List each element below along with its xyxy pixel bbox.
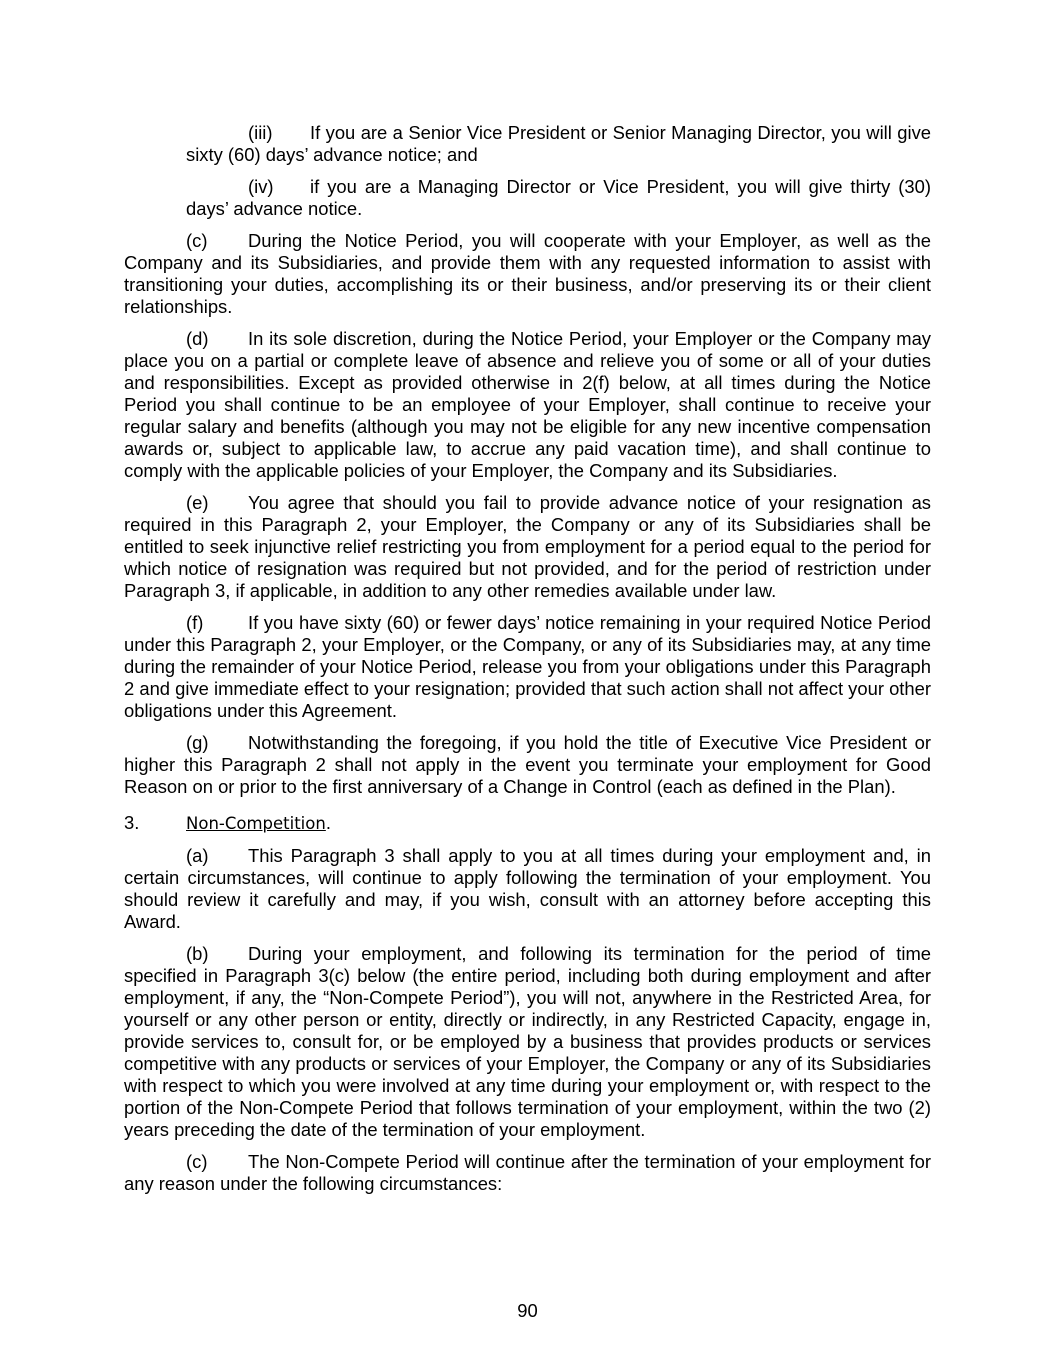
item-label: (a) (186, 845, 209, 866)
paragraph-3a (124, 845, 931, 933)
item-label: (d) (186, 328, 209, 349)
paragraph-3b (124, 943, 931, 1141)
section-title: Non-Competition (186, 814, 326, 833)
item-label: (iii) (248, 122, 273, 143)
paragraph-2e (124, 492, 931, 602)
item-label: (f) (186, 612, 204, 633)
item-text: If you have sixty (60) or fewer days’ notice remaining in your required Notice Period under this Paragraph 2, your Employer, or the Company, or any of its Subsidiaries may, at any time during the remainder of your Notice Period, release you from your obligations under this Paragraph 2 and give immediate effect to your resignation; provided that such action shall not affect your other obligations under this Agreement. (124, 612, 931, 721)
sub-item-iv (186, 176, 931, 220)
item-text: If you are a Senior Vice President or Senior Managing Director, you will give sixty (60) days’ advance notice; and (186, 122, 931, 165)
sub-item-iii (186, 122, 931, 166)
item-label: (b) (186, 943, 209, 964)
item-text: if you are a Managing Director or Vice President, you will give thirty (30) days’ advance notice. (186, 176, 931, 219)
item-label: (g) (186, 732, 209, 753)
item-text: During your employment, and following its termination for the period of time specified in Paragraph 3(c) below (the entire period, including both during employment and after employment, if any, the “Non-Compete Period”), you will not, anywhere in the Restricted Area, for yourself or any other person or entity, directly or indirectly, in any Restricted Capacity, engage in, provide services to, consult for, or be employed by a business that provides products or services competitive with any products or services of your Employer, the Company or any of its Subsidiaries with respect to which you were involved at any time during your employment or, with respect to the portion of the Non-Compete Period that follows termination of your employment, within the two (2) years preceding the date of the termination of your employment. (124, 943, 931, 1140)
section-title-suffix: . (325, 812, 331, 833)
item-label: (c) (186, 1151, 208, 1172)
item-label: (iv) (248, 176, 274, 197)
item-text: During the Notice Period, you will cooperate with your Employer, as well as the Company and its Subsidiaries, and provide them with any requested information to assist with transitioning your duties, accomplishing its or their business, and/or preserving its or their client relationships. (124, 230, 931, 317)
paragraph-2c (124, 230, 931, 318)
item-label: (e) (186, 492, 209, 513)
paragraph-3c (124, 1151, 931, 1195)
section-number: 3. (124, 812, 140, 833)
document-page (124, 122, 931, 1205)
item-text: The Non-Compete Period will continue after the termination of your employment for any reason under the following circumstances: (124, 1151, 931, 1194)
paragraph-2f (124, 612, 931, 722)
item-label: (c) (186, 230, 208, 251)
item-text: In its sole discretion, during the Notice Period, your Employer or the Company may place you on a partial or complete leave of absence and relieve you of some or all of your duties and responsibilities. Except as provided otherwise in 2(f) below, at all times during the Notice Period you shall continue to be an employee of your Employer, shall continue to receive your regular salary and benefits (although you may not be eligible for any new incentive compensation awards or, subject to applicable law, to accrue any paid vacation time), and shall continue to comply with the applicable policies of your Employer, the Company and its Subsidiaries. (124, 328, 931, 481)
item-text: You agree that should you fail to provide advance notice of your resignation as required in this Paragraph 2, your Employer, the Company or any of its Subsidiaries shall be entitled to seek injunctive relief restricting you from employment for a period equal to the period for which notice of resignation was required but not provided, and for the period of restriction under Paragraph 3, if applicable, in addition to any other remedies available under law. (124, 492, 931, 601)
section-3-heading (124, 812, 931, 835)
paragraph-2d (124, 328, 931, 482)
item-text: This Paragraph 3 shall apply to you at all times during your employment and, in certain circumstances, will continue to apply following the termination of your employment. You should review it carefully and may, if you wish, consult with an attorney before accepting this Award. (124, 845, 931, 932)
page-number: 90 (517, 1300, 538, 1321)
paragraph-2g (124, 732, 931, 798)
item-text: Notwithstanding the foregoing, if you hold the title of Executive Vice President or higher this Paragraph 2 shall not apply in the event you terminate your employment for Good Reason on or prior to the first anniversary of a Change in Control (each as defined in the Plan). (124, 732, 931, 797)
